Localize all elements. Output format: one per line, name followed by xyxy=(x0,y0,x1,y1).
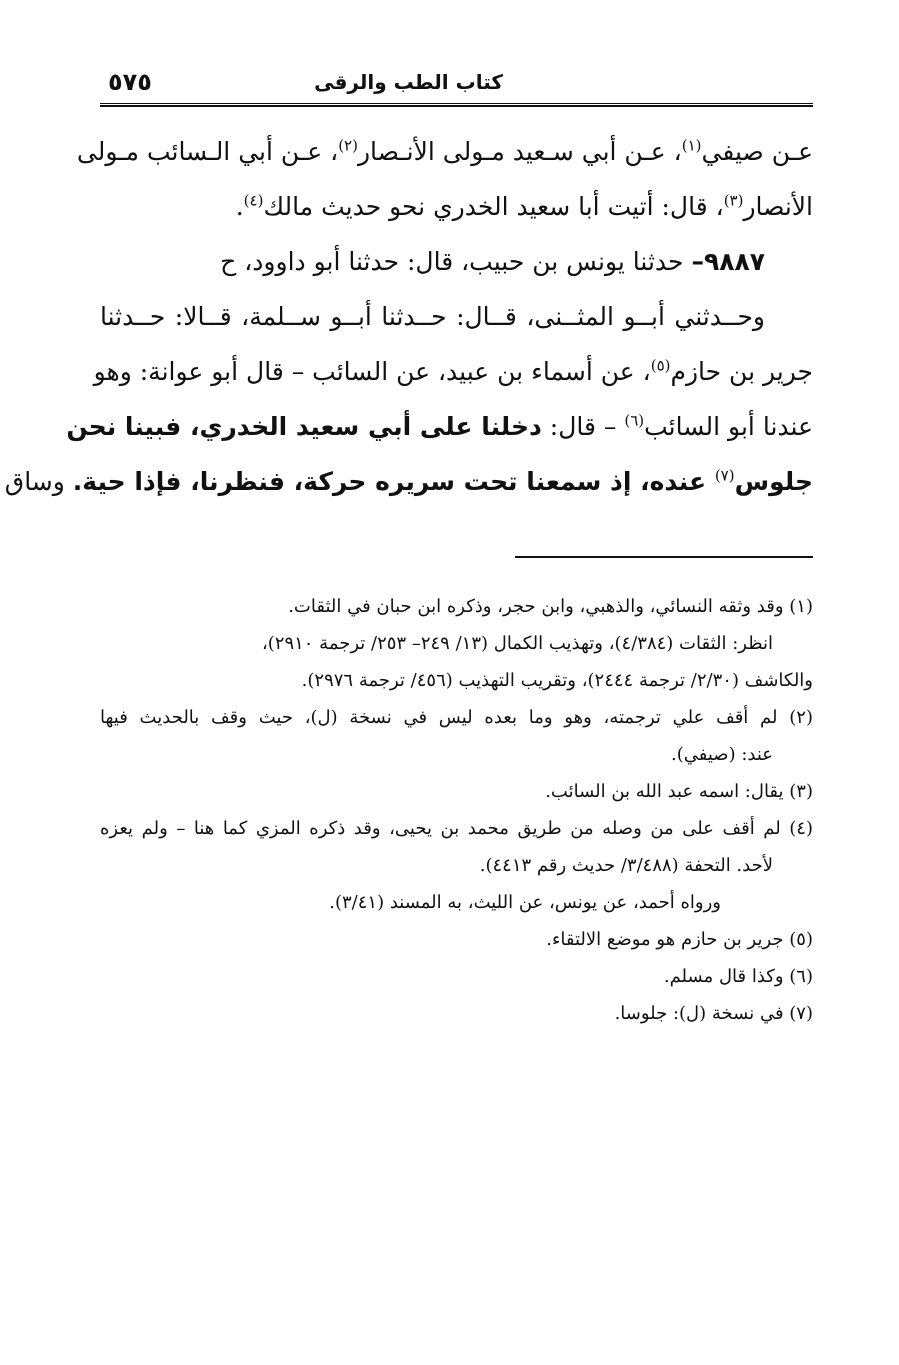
text-run: وساق xyxy=(4,467,73,496)
text-run: وحــدثني أبــو المثــنى، قــال: حــدثنا أبــو ســلمة، قــالا: حــدثنا xyxy=(100,302,765,331)
text-run: ، عـن أبي سـعيد مـولى الأنـصار xyxy=(357,137,682,166)
text-run: ، قال: أتيت أبا سعيد الخدري نحو حديث مالك xyxy=(263,192,724,221)
text-run: عـن صيفي xyxy=(701,137,813,166)
footnote-2-continuation: عند: (صيفي). xyxy=(671,744,773,765)
hadith-number: ٩٨٨٧– xyxy=(691,247,765,276)
main-text xyxy=(4,124,813,509)
header-rule xyxy=(100,103,813,107)
footnote-4-continuation: لأحد. التحفة (٣/٤٨٨/ حديث رقم ٤٤١٣). xyxy=(479,855,773,876)
page-number: ٥٧٥ xyxy=(108,68,152,96)
text-line-4 xyxy=(100,289,813,344)
footnote-ref-2[interactable]: (٢) xyxy=(338,136,358,155)
footnote-ref-7[interactable]: (٧) xyxy=(714,466,735,485)
text-run: ، عـن أبي الـسائب مـولى xyxy=(76,137,339,166)
text-line-1 xyxy=(76,124,813,179)
footnote-ref-5[interactable]: (٥) xyxy=(650,356,671,375)
footnote-5: (٥) جرير بن حازم هو موضع الالتقاء. xyxy=(546,929,813,950)
footnote-1-continuation: انظر: الثقات (٤/٣٨٤)، وتهذيب الكمال (١٣/ ٢٤٩– ٢٥٣/ ترجمة ٢٩١٠)، xyxy=(261,633,773,654)
bold-text: جلوس xyxy=(734,467,813,496)
text-line-6 xyxy=(66,399,813,454)
bold-text: دخلنا على أبي سعيد الخدري، فبينا نحن xyxy=(66,412,542,441)
footnote-ref-4[interactable]: (٤) xyxy=(243,191,264,210)
footnote-7: (٧) في نسخة (ل): جلوسا. xyxy=(614,1003,813,1024)
text-run: حدثنا يونس بن حبيب، قال: حدثنا أبو داوود، ح xyxy=(220,247,692,276)
footnote-1-continuation: والكاشف (٢/٣٠/ ترجمة ٢٤٤٤)، وتقريب التهذيب (٤٥٦/ ترجمة ٢٩٧٦). xyxy=(301,670,813,691)
text-run: عندنا أبو السائب xyxy=(644,412,813,441)
bold-text: عنده، إذ سمعنا تحت سريره حركة، فنظرنا، فإذا حية. xyxy=(72,467,715,496)
footnote-2: (٢) لم أقف علي ترجمته، وهو وما بعده ليس في نسخة (ل)، حيث وقف بالحديث فيها xyxy=(100,707,813,728)
footnote-1: (١) وقد وثقه النسائي، والذهبي، وابن حجر، وذكره ابن حبان في الثقات. xyxy=(288,596,813,617)
text-run: جرير بن حازم xyxy=(670,357,813,386)
footnote-ref-1[interactable]: (١) xyxy=(681,136,702,155)
footnote-ref-3[interactable]: (٣) xyxy=(723,191,744,210)
text-run: – قال: xyxy=(541,412,625,441)
footnote-4-continuation: ورواه أحمد، عن يونس، عن الليث، به المسند (٣/٤١). xyxy=(329,892,721,913)
footnote-4: (٤) لم أقف على من وصله من طريق محمد بن يحيى، وقد ذكره المزي كما هنا – ولم يعزه xyxy=(100,818,813,839)
text-line-3 xyxy=(100,234,813,289)
text-line-2 xyxy=(100,179,813,234)
footnote-ref-6[interactable]: (٦) xyxy=(624,411,645,430)
text-line-7 xyxy=(4,454,813,509)
text-run: . xyxy=(235,192,244,221)
footnotes xyxy=(100,588,813,1032)
footnote-separator xyxy=(515,556,813,558)
text-run: الأنصار xyxy=(743,192,813,221)
running-header xyxy=(100,70,813,102)
footnote-6: (٦) وكذا قال مسلم. xyxy=(663,966,813,987)
header-title: كتاب الطب والرقى xyxy=(314,70,503,94)
text-run: ، عن أسماء بن عبيد، عن السائب – قال أبو عوانة: وهو xyxy=(93,357,651,386)
text-line-5 xyxy=(93,344,813,399)
footnote-3: (٣) يقال: اسمه عبد الله بن السائب. xyxy=(545,781,813,802)
